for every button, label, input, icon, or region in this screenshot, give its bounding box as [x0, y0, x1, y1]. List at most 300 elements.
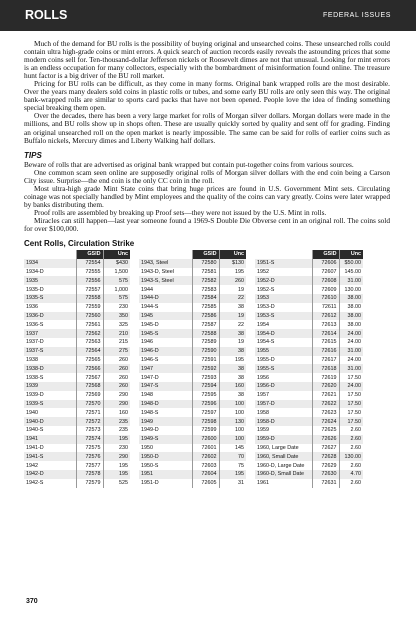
paragraph: Beware of rolls that are advertised as original bank wrapped but contain put-together coins from various sources.: [24, 159, 354, 169]
table-row: [255, 426, 363, 435]
gsid-value: 72555: [76, 268, 103, 277]
gsid-value: 72583: [192, 285, 219, 294]
coin-date: 1960, Small Date: [255, 452, 312, 461]
coin-date: 1960-D, Small Date: [255, 470, 312, 479]
unc-price: 24.00: [339, 329, 363, 338]
gsid-value: 72571: [76, 408, 103, 417]
table-row: [24, 408, 130, 417]
table-row: [139, 268, 246, 277]
tips-text: [24, 161, 390, 233]
unc-price: 195: [103, 461, 130, 470]
gsid-value: 72595: [192, 391, 219, 400]
table-row: [139, 320, 246, 329]
unc-price: 260: [103, 373, 130, 382]
coin-date: 1951-S: [255, 259, 312, 268]
gsid-value: 72556: [76, 276, 103, 285]
coin-date: 1940-D: [24, 417, 76, 426]
gsid-value: 72626: [312, 435, 339, 444]
gsid-value: 72605: [192, 479, 219, 488]
gsid-value: 72609: [312, 285, 339, 294]
gsid-value: 72629: [312, 461, 339, 470]
coin-date: 1955: [255, 347, 312, 356]
gsid-value: 72561: [76, 320, 103, 329]
coin-date: 1943-D, Steel: [141, 269, 174, 276]
header-cell: [24, 250, 76, 259]
table-row: [255, 364, 363, 373]
coin-date: 1958-D: [255, 417, 312, 426]
coin-date: 1961: [257, 480, 269, 487]
gsid-value: 72599: [192, 426, 219, 435]
table-row: [24, 470, 130, 479]
coin-date: 1948-S: [141, 409, 159, 416]
coin-date: 1943, Steel: [139, 259, 192, 268]
unc-price: 17.50: [339, 417, 363, 426]
unc-price: 195: [219, 356, 246, 365]
unc-price: 275: [103, 347, 130, 356]
unc-price: 100: [219, 435, 246, 444]
coin-date: 1941-S: [24, 452, 76, 461]
coin-date: 1957: [257, 392, 269, 399]
table-row: [139, 338, 246, 347]
table-row: [139, 444, 246, 453]
table-row: [24, 268, 130, 277]
unc-price: 17.50: [339, 400, 363, 409]
gsid-value: 72592: [192, 364, 219, 373]
coin-date: 1936: [26, 304, 38, 311]
coin-date: 1940: [26, 409, 38, 416]
unc-price: 130.00: [339, 452, 363, 461]
table-row: [24, 444, 130, 453]
coin-date: 1935: [24, 276, 76, 285]
coin-date: 1934: [24, 259, 76, 268]
table-row: [24, 356, 130, 365]
unc-price: 24.00: [339, 382, 363, 391]
price-table-1: [24, 250, 130, 488]
table-row: [139, 276, 246, 285]
coin-date: 1937-D: [26, 339, 44, 346]
table-row: [24, 426, 130, 435]
table-row: [255, 268, 363, 277]
coin-date: 1947-S: [139, 382, 192, 391]
gsid-value: 72623: [312, 408, 339, 417]
unc-price: 325: [103, 320, 130, 329]
unc-price: 100: [219, 426, 246, 435]
coin-date: 1943-S, Steel: [139, 276, 192, 285]
table-row: [24, 259, 130, 268]
unc-price: 2.60: [339, 435, 363, 444]
table-row: [255, 329, 363, 338]
gsid-value: 72586: [192, 312, 219, 321]
gsid-value: 72558: [76, 294, 103, 303]
coin-date: 1948: [141, 392, 153, 399]
coin-date: 1941-D: [26, 444, 44, 451]
header-unc: Unc: [339, 250, 363, 259]
unc-price: 260: [103, 356, 130, 365]
gsid-value: 72569: [76, 391, 103, 400]
unc-price: $430: [103, 259, 130, 268]
unc-price: 260: [103, 364, 130, 373]
unc-price: 525: [103, 479, 130, 488]
table-row: [255, 461, 363, 470]
coin-date: 1960-D, Large Date: [257, 462, 305, 469]
coin-date: 1939: [24, 382, 76, 391]
unc-price: 17.50: [339, 408, 363, 417]
table-row: [24, 373, 130, 382]
table-row: [139, 391, 246, 400]
table-row: [24, 294, 130, 303]
table-row: [24, 276, 130, 285]
table-row: [139, 303, 246, 312]
gsid-value: 72584: [192, 294, 219, 303]
gsid-value: 72596: [192, 400, 219, 409]
table-row: [255, 470, 363, 479]
table-row: [24, 391, 130, 400]
gsid-value: 72557: [76, 285, 103, 294]
coin-date: 1953-S: [255, 312, 312, 321]
coin-date: 1947: [139, 364, 192, 373]
unc-price: 24.00: [339, 356, 363, 365]
unc-price: 38.00: [339, 312, 363, 321]
unc-price: 260: [219, 276, 246, 285]
gsid-value: 72597: [192, 408, 219, 417]
unc-price: 38: [219, 373, 246, 382]
unc-price: 38.00: [339, 303, 363, 312]
gsid-value: 72620: [312, 382, 339, 391]
unc-price: 22: [219, 320, 246, 329]
unc-price: 70: [219, 452, 246, 461]
coin-date: 1944: [141, 286, 153, 293]
unc-price: 195: [103, 435, 130, 444]
coin-date: 1942-S: [26, 480, 44, 487]
coin-date: 1935-D: [26, 286, 44, 293]
table-row: [255, 391, 363, 400]
unc-price: 4.70: [339, 470, 363, 479]
coin-date: 1952-D: [255, 276, 312, 285]
coin-date: 1952: [257, 269, 269, 276]
coin-date: 1946-D: [139, 347, 192, 356]
coin-date: 1938-S: [26, 374, 44, 381]
coin-date: 1939-S: [24, 400, 76, 409]
table-row: [255, 435, 363, 444]
table-row: [139, 408, 246, 417]
coin-date: 1950-S: [141, 462, 159, 469]
page-header: [0, 0, 416, 31]
coin-date: 1954-S: [257, 339, 275, 346]
gsid-value: 72573: [76, 426, 103, 435]
coin-date: 1949: [139, 417, 192, 426]
gsid-value: 72559: [76, 303, 103, 312]
gsid-value: 72611: [312, 303, 339, 312]
gsid-value: 72575: [76, 444, 103, 453]
unc-price: 1,500: [103, 268, 130, 277]
unc-price: 17.50: [339, 391, 363, 400]
table-row: [24, 320, 130, 329]
table-row: [255, 479, 363, 488]
gsid-value: 72570: [76, 400, 103, 409]
coin-date: 1936-D: [24, 312, 76, 321]
table-row: [139, 285, 246, 294]
coin-date: 1945-D: [141, 321, 159, 328]
unc-price: 215: [103, 338, 130, 347]
table-row: [255, 408, 363, 417]
coin-date: 1953-D: [257, 304, 275, 311]
coin-date: 1938: [26, 356, 38, 363]
table-row: [255, 373, 363, 382]
paragraph: One common scam seen online are supposedly original rolls of Morgan silver dollars with the end coin being a Carson City issue. Surprise—the end coin is the only CC coin in the roll.: [24, 167, 390, 185]
coin-date: 1951: [139, 470, 192, 479]
table-row: [255, 444, 363, 453]
gsid-value: 72564: [76, 347, 103, 356]
unc-price: 575: [103, 294, 130, 303]
unc-price: 575: [103, 276, 130, 285]
table-row: [255, 347, 363, 356]
table-row: [24, 347, 130, 356]
table-row: [139, 364, 246, 373]
gsid-value: 72582: [192, 276, 219, 285]
coin-date: 1944-S: [141, 304, 159, 311]
coin-date: 1937: [24, 329, 76, 338]
gsid-value: 72568: [76, 382, 103, 391]
unc-price: 38: [219, 347, 246, 356]
unc-price: 195: [103, 470, 130, 479]
table-row: [255, 259, 363, 268]
header-unc: Unc: [219, 250, 246, 259]
coin-date: 1959: [257, 427, 269, 434]
table-title: Cent Rolls, Circulation Strike: [24, 239, 135, 249]
paragraph: Pricing for BU rolls can be difficult, as they come in many forms. Original bank wrapped rolls are the most desirable. Over the years many dealers sold coins in plastic rolls or tubes, and some early BU rolls are only seen this way. The original bank-wrapped rolls are similar to sports card packs that have not been opened. People love the idea of finding something special breaking them open.: [24, 79, 390, 113]
header-unc: Unc: [103, 250, 130, 259]
table-row: [139, 435, 246, 444]
price-table-2: [139, 250, 246, 488]
coin-date: 1938-D: [24, 364, 76, 373]
gsid-value: 72587: [192, 320, 219, 329]
unc-price: $50.00: [339, 259, 363, 268]
unc-price: 290: [103, 391, 130, 400]
table-row: [24, 400, 130, 409]
coin-date: 1941: [24, 435, 76, 444]
header-gsid: GSID: [192, 250, 219, 259]
unc-price: 350: [103, 312, 130, 321]
unc-price: 38: [219, 391, 246, 400]
coin-date: 1952-S: [257, 286, 275, 293]
gsid-value: 72618: [312, 364, 339, 373]
coin-date: 1934-D: [26, 269, 44, 276]
table-header-row: [24, 250, 130, 259]
gsid-value: 72608: [312, 276, 339, 285]
table-row: [139, 373, 246, 382]
gsid-value: 72579: [76, 479, 103, 488]
gsid-value: 72577: [76, 461, 103, 470]
table-row: [24, 285, 130, 294]
intro-text: [24, 40, 390, 145]
gsid-value: 72621: [312, 391, 339, 400]
coin-date: 1948-D: [139, 400, 192, 409]
gsid-value: 72578: [76, 470, 103, 479]
unc-price: 2.60: [339, 479, 363, 488]
table-row: [255, 338, 363, 347]
unc-price: 24.00: [339, 338, 363, 347]
gsid-value: 72585: [192, 303, 219, 312]
gsid-value: 72560: [76, 312, 103, 321]
gsid-value: 72616: [312, 347, 339, 356]
gsid-value: 72617: [312, 356, 339, 365]
header-cell: [139, 250, 192, 259]
gsid-value: 72562: [76, 329, 103, 338]
paragraph: Much of the demand for BU rolls is the possibility of buying original and unsearched coins. These unsearched rolls could contain ultra high-grade coins or mint errors. A quick search of auction records easily reveals the astounding prices that some modern coins sell for. Ten-thousand-dollar Jefferson nickels or Roosevelt dimes are not that unusual. Looking for mint errors is an endless occupation for many collectors, especially with the bombardment of misinformation found online. The treasure hunt factor is a big driver of the BU roll market.: [24, 39, 390, 81]
table-row: [139, 417, 246, 426]
table-row: [24, 329, 130, 338]
unc-price: 22: [219, 294, 246, 303]
page-number: 370: [26, 598, 38, 605]
table-row: [139, 294, 246, 303]
gsid-value: 72554: [76, 259, 103, 268]
table-row: [255, 285, 363, 294]
coin-date: 1945-S: [139, 329, 192, 338]
paragraph: Over the decades, there has been a very large market for rolls of Morgan silver dollars. Morgan dollars were made in the millions, and BU rolls show up in shops often. These are usually quickly sorted by quality and sent off for grading. Finding an original unsearched roll on the open market is nearly impossible. The same can be said for rolls of earlier coins such as Buffalo nickels, Mercury dimes and Liberty Walking half dollars.: [24, 111, 390, 145]
gsid-value: 72625: [312, 426, 339, 435]
coin-date: 1946: [141, 339, 153, 346]
gsid-value: 72614: [312, 329, 339, 338]
unc-price: 160: [219, 382, 246, 391]
table-row: [139, 452, 246, 461]
unc-price: 31: [219, 479, 246, 488]
gsid-value: 72594: [192, 382, 219, 391]
coin-date: 1960, Large Date: [257, 444, 299, 451]
coin-date: 1949-D: [141, 427, 159, 434]
coin-date: 1946-S: [141, 356, 159, 363]
gsid-value: 72622: [312, 400, 339, 409]
unc-price: 38.00: [339, 294, 363, 303]
unc-price: 31.00: [339, 276, 363, 285]
gsid-value: 72581: [192, 268, 219, 277]
coin-date: 1950: [141, 444, 153, 451]
coin-date: 1955-S: [255, 364, 312, 373]
coin-date: 1937-S: [24, 347, 76, 356]
unc-price: 195: [219, 470, 246, 479]
table-row: [139, 400, 246, 409]
table-row: [255, 356, 363, 365]
table-row: [139, 312, 246, 321]
unc-price: 38.00: [339, 320, 363, 329]
unc-price: 38: [219, 303, 246, 312]
gsid-value: 72619: [312, 373, 339, 382]
unc-price: 160: [103, 408, 130, 417]
coin-date: 1939-D: [26, 392, 44, 399]
unc-price: 2.60: [339, 426, 363, 435]
running-head: FEDERAL ISSUES: [322, 12, 391, 19]
gsid-value: 72612: [312, 312, 339, 321]
table-row: [255, 417, 363, 426]
table-row: [255, 400, 363, 409]
unc-price: 19: [219, 338, 246, 347]
gsid-value: 72576: [76, 452, 103, 461]
unc-price: 100: [219, 400, 246, 409]
header-gsid: GSID: [312, 250, 339, 259]
cent-rolls-tables: [24, 250, 390, 488]
table-row: [255, 276, 363, 285]
coin-date: 1936-S: [26, 321, 44, 328]
table-row: [255, 312, 363, 321]
gsid-value: 72613: [312, 320, 339, 329]
coin-date: 1956: [257, 374, 269, 381]
table-row: [24, 461, 130, 470]
table-row: [139, 329, 246, 338]
unc-price: 75: [219, 461, 246, 470]
gsid-value: 72591: [192, 356, 219, 365]
gsid-value: 72607: [312, 268, 339, 277]
unc-price: 230: [103, 444, 130, 453]
gsid-value: 72610: [312, 294, 339, 303]
table-row: [255, 303, 363, 312]
gsid-value: 72598: [192, 417, 219, 426]
table-row: [139, 470, 246, 479]
table-row: [24, 312, 130, 321]
gsid-value: 72588: [192, 329, 219, 338]
table-row: [139, 259, 246, 268]
unc-price: 230: [103, 303, 130, 312]
coin-date: 1953: [255, 294, 312, 303]
unc-price: 38: [219, 364, 246, 373]
coin-date: 1942-D: [24, 470, 76, 479]
unc-price: 1,000: [103, 285, 130, 294]
table-row: [24, 303, 130, 312]
table-row: [255, 320, 363, 329]
gsid-value: 72604: [192, 470, 219, 479]
header-cell: [255, 250, 312, 259]
gsid-value: 72602: [192, 452, 219, 461]
gsid-value: 72630: [312, 470, 339, 479]
coin-date: 1935-S: [24, 294, 76, 303]
unc-price: 31.00: [339, 364, 363, 373]
table-header-row: [139, 250, 246, 259]
paragraph: Most ultra-high grade Mint State coins that bring huge prices are found in U.S. Government Mint sets. Circulating coinage was not specially handled by Mint employees and the quality of the coins can vary greatly. Coins were later wrapped by banks distributing them.: [24, 183, 390, 209]
gsid-value: 72563: [76, 338, 103, 347]
unc-price: 17.50: [339, 373, 363, 382]
coin-date: 1957-D: [255, 400, 312, 409]
coin-date: 1959-D: [255, 435, 312, 444]
unc-price: 145.00: [339, 268, 363, 277]
coin-date: 1944-D: [139, 294, 192, 303]
coin-date: 1949-S: [139, 435, 192, 444]
gsid-value: 72590: [192, 347, 219, 356]
unc-price: 290: [103, 452, 130, 461]
gsid-value: 72624: [312, 417, 339, 426]
unc-price: 290: [103, 400, 130, 409]
gsid-value: 72589: [192, 338, 219, 347]
gsid-value: 72628: [312, 452, 339, 461]
gsid-value: 72627: [312, 444, 339, 453]
table-row: [24, 479, 130, 488]
unc-price: 210: [103, 329, 130, 338]
coin-date: 1955-D: [257, 356, 275, 363]
unc-price: 260: [103, 382, 130, 391]
table-row: [24, 364, 130, 373]
table-row: [139, 461, 246, 470]
unc-price: 2.60: [339, 461, 363, 470]
gsid-value: 72593: [192, 373, 219, 382]
unc-price: 2.60: [339, 444, 363, 453]
unc-price: 235: [103, 417, 130, 426]
table-row: [24, 382, 130, 391]
table-row: [24, 435, 130, 444]
coin-date: 1942: [26, 462, 38, 469]
unc-price: 235: [103, 426, 130, 435]
table-row: [139, 356, 246, 365]
table-row: [24, 338, 130, 347]
unc-price: 19: [219, 285, 246, 294]
table-row: [255, 382, 363, 391]
coin-date: 1954-D: [255, 329, 312, 338]
